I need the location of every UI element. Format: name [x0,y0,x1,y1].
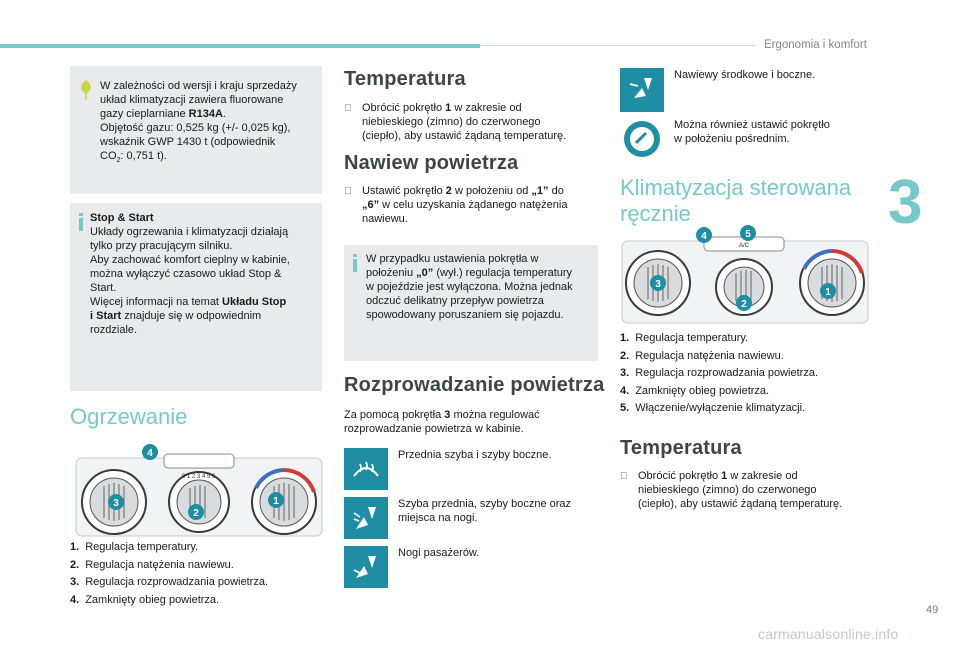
list-item: 2. Regulacja natężenia nawiewu. [70,558,234,571]
svg-text:3: 3 [655,279,661,290]
vent-dial-icon [620,118,664,160]
svg-text:4: 4 [147,448,153,459]
list-item: 2. Regulacja natężenia nawiewu. [620,349,784,362]
info-icon [352,254,358,272]
list-item: 1. Regulacja temperatury. [620,332,749,344]
stop-start-text: Stop & Start Układy ogrzewania i klimatyzacji działają tylko przy pracującym silniku. Aby zachować komfort cieplny w kabinie, można wyłączyć czasowo układ Stop & Start. Więcej informacji na temat Układu Stop i Start znajduje się w odpowiednim rozdziale. [90,212,290,336]
temperature2-heading: Temperatura [620,437,742,459]
temperature-heading: Temperatura [344,68,466,90]
svg-text:5: 5 [745,229,751,240]
airflow-text: Ustawić pokrętło 2 w położeniu od „1” do „6” w celu uzyskania żądanego natężenia nawiewu. [362,185,568,225]
windscreen-feet-icon [344,497,388,539]
mode-label: Nogi pasażerów. [398,547,480,559]
info-icon [78,213,84,231]
list-item: 3. Regulacja rozprowadzania powietrza. [70,576,269,588]
bullet-icon [620,471,628,482]
info-note-text: W przypadku ustawienia pokrętła w położeniu „0” (wył.) regulacja temperatury w pojeździe jest wyłączona. Można jednak odczuć delikatny przepływ powietrza spowodowany poruszaniem się pojazdu. [366,253,573,321]
heating-panel-illustration [74,440,324,540]
watermark: carmanualsonline.info [758,626,899,642]
face-vents-icon [620,68,664,112]
bullet-icon [344,186,352,197]
mode-label: Szyba przednia, szyby boczne oraz miejsca na nogi. [398,498,572,524]
ac-button-label: A/C [738,243,750,249]
header-rule [480,45,756,46]
bullet-icon [344,103,352,114]
mid-position-note: Można również ustawić pokrętło w położeniu pośrednim. [674,119,830,145]
temperature2-text: Obrócić pokrętło 1 w zakresie od niebieskiego (zimno) do czerwonego (ciepło), aby ustawić żądaną temperaturę. [638,470,843,510]
svg-text:2: 2 [741,299,747,310]
heating-heading: Ogrzewanie [70,404,188,429]
section-title: Ergonomia i komfort [764,39,867,51]
ac-panel-illustration [620,225,870,325]
header-accent-bar [0,44,480,48]
svg-text:2: 2 [193,508,199,519]
leaf-icon [78,79,94,101]
mode-label: Przednia szyba i szyby boczne. [398,449,552,461]
distribution-text: Za pomocą pokrętła 3 można regulować rozprowadzanie powietrza w kabinie. [344,409,540,435]
svg-text:1: 1 [273,496,279,507]
list-item: 5. Włączenie/wyłączenie klimatyzacji. [620,402,806,414]
manual-ac-heading: Klimatyzacja sterowana ręcznie [620,175,852,226]
airflow-heading: Nawiew powietrza [344,152,519,174]
ac-legend [620,330,818,418]
distribution-heading: Rozprowadzanie powietrza [344,374,605,396]
chapter-number: 3 [888,168,923,237]
svg-text:4: 4 [701,231,707,242]
feet-icon [344,546,388,588]
list-item: 1. Regulacja temperatury. [70,541,199,553]
list-item: 3. Regulacja rozprowadzania powietrza. [620,367,819,379]
windscreen-icon [344,448,388,490]
svg-text:3: 3 [113,498,119,509]
heating-legend [70,539,268,609]
list-item: 4. Zamknięty obieg powietrza. [70,593,220,606]
temperature-text: Obrócić pokrętło 1 w zakresie od niebieskiego (zimno) do czerwonego (ciepło), aby ustawić żądaną temperaturę. [362,102,567,142]
list-item: 4. Zamknięty obieg powietrza. [620,384,770,397]
mode-label: Nawiewy środkowe i boczne. [674,69,816,81]
page-number: 49 [926,604,939,616]
svg-text:1: 1 [825,287,831,298]
dial-marks: 0 1 2 3 4 5 6 [182,474,216,480]
env-note-text: W zależności od wersji i kraju sprzedaży układ klimatyzacji zawiera fluorowane gazy cieplarniane R134A. Objętość gazu: 0,525 kg (+/- 0,025 kg), wskaźnik GWP 1430 t (odpowiednik $CO_2$: 0,751 t). [100,80,297,165]
